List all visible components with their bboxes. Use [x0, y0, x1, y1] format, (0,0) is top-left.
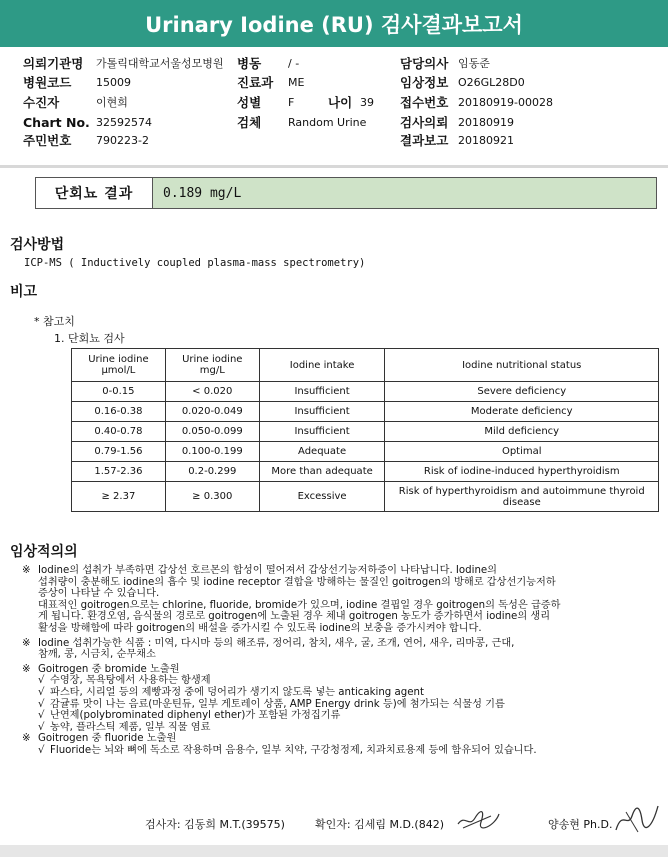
list-item: √ 수영장, 목욕탕에서 사용하는 항생제 — [22, 675, 662, 687]
institution-label: 의뢰기관명 — [23, 56, 84, 71]
examinee-value: 이현희 — [96, 96, 128, 109]
receipt-no-value: 20180919-00028 — [458, 96, 553, 109]
table-cell: < 0.020 — [165, 382, 259, 402]
chart-no-label: Chart No. — [23, 115, 90, 130]
table-cell: Severe deficiency — [385, 382, 659, 402]
resident-no-label: 주민번호 — [23, 133, 72, 148]
reference-subtitle: 1. 단회뇨 검사 — [54, 332, 125, 345]
director-signature-mark — [612, 800, 662, 836]
table-cell: Insufficient — [259, 382, 385, 402]
request-date-value: 20180919 — [458, 116, 514, 129]
table-cell: Adequate — [259, 442, 385, 462]
examinee-label: 수진자 — [23, 95, 60, 110]
table-cell: ≥ 0.300 — [165, 482, 259, 512]
table-cell: 0.79-1.56 — [72, 442, 166, 462]
report-date-label: 결과보고 — [400, 133, 449, 148]
note-mark-icon: ※ — [22, 663, 31, 675]
table-cell: 0.100-0.199 — [165, 442, 259, 462]
doctor-value: 임동준 — [458, 57, 490, 70]
table-cell: 0.2-0.299 — [165, 462, 259, 482]
table-cell: Risk of iodine-induced hyperthyroidism — [385, 462, 659, 482]
interpretation-paragraph: ※ Iodine 섭취가능한 식품 : 미역, 다시마 등의 해조류, 정어리, 참치, 새우, 굴, 조개, 연어, 새우, 리마콩, 근대, 참깨, 콩, 시금치, 순무채소 — [22, 637, 515, 661]
table-cell: Optimal — [385, 442, 659, 462]
check-icon: √ — [38, 698, 45, 710]
table-row — [72, 442, 659, 462]
list-item: √ 농약, 플라스틱 제품, 일부 직물 염료 — [22, 722, 662, 734]
header-umol: Urine iodine μmol/L — [72, 349, 166, 382]
reference-table — [71, 348, 659, 512]
table-header-row — [72, 349, 659, 382]
sex-label: 성별 — [237, 95, 262, 110]
ward-label: 병동 — [237, 56, 262, 71]
table-cell: Insufficient — [259, 402, 385, 422]
request-date-label: 검사의뢰 — [400, 115, 449, 130]
table-row — [72, 402, 659, 422]
table-cell: Mild deficiency — [385, 422, 659, 442]
tester-signature: 검사자: 김동희 M.T.(39575) — [145, 818, 285, 831]
list-item: √ 난연제(polybrominated diphenyl ether)가 포함된 가정집기류 — [22, 710, 662, 722]
result-label: 단회뇨 결과 — [36, 178, 153, 208]
specimen-label: 검체 — [237, 115, 262, 130]
table-cell: Excessive — [259, 482, 385, 512]
check-icon: √ — [38, 721, 45, 733]
table-cell: 0.020-0.049 — [165, 402, 259, 422]
header-status: Iodine nutritional status — [385, 349, 659, 382]
report-title: Urinary Iodine (RU) 검사결과보고서 — [145, 12, 523, 37]
clinical-info-value: O26GL28D0 — [458, 76, 525, 89]
method-heading: 검사방법 — [10, 237, 65, 253]
table-cell: More than adequate — [259, 462, 385, 482]
fluoride-sources-title: ※ Goitrogen 중 fluoride 노출원 — [22, 733, 177, 745]
table-cell: Insufficient — [259, 422, 385, 442]
interpretation-paragraph: ※ Iodine의 섭취가 부족하면 갑상선 호르몬의 합성이 떨어져서 갑상선기능저하증이 나타납니다. Iodine의 섭취량이 충분해도 iodine의 흡수 및 iodine receptor 결합을 방해하는 물질인 goitrogen의 방해로 갑상선기능저하 증상이 나타날 수 있습니다. 대표적인 goitrogen으로는 chlorine, fluoride, bromide가 있으며, iodine 결핍일 경우 goitrogen의 독성은 급증하 게 됩니다. 환경오염, 음식물의 경로로 goitrogen에 노출된 경우 체내 goitrogen 농도가 증가하면서 iodine의 생리 활성을 방해함에 따라 goitrogen의 배설을 증가시킬 수 있도록 iodine의 보충을 증가시켜야 합니다. — [22, 565, 561, 634]
interpretation-text — [22, 565, 662, 757]
table-cell: Risk of hyperthyroidism and autoimmune thyroid disease — [385, 482, 659, 512]
table-row — [72, 462, 659, 482]
check-icon: √ — [38, 686, 45, 698]
doctor-label: 담당의사 — [400, 56, 449, 71]
table-cell: 0.16-0.38 — [72, 402, 166, 422]
table-cell: 0-0.15 — [72, 382, 166, 402]
list-item: √ Fluoride는 뇌와 뼈에 독소로 작용하며 음용수, 일부 치약, 구강청정제, 치과치료용제 등에 함유되어 있습니다. — [22, 745, 662, 757]
director-signature: 양송현 Ph.D. — [548, 818, 613, 831]
list-item: √ 파스타, 시리얼 등의 제빵과정 중에 덩어리가 생기지 않도록 넣는 anticaking agent — [22, 687, 662, 699]
receipt-no-label: 접수번호 — [400, 95, 449, 110]
result-value: 0.189 mg/L — [153, 178, 656, 208]
list-item: √ 감귤류 맛이 나는 음료(마운틴듀, 일부 게토레이 상품, AMP Energy drink 등)에 첨가되는 식물성 기름 — [22, 699, 662, 711]
bromide-sources-title: ※ Goitrogen 중 bromide 노출원 — [22, 663, 180, 675]
clinical-info-label: 임상정보 — [400, 75, 449, 90]
resident-no-value: 790223-2 — [96, 134, 149, 147]
department-value: ME — [288, 76, 305, 89]
table-cell: Moderate deficiency — [385, 402, 659, 422]
table-cell: 0.050-0.099 — [165, 422, 259, 442]
ward-value: / - — [288, 57, 300, 70]
interpretation-heading: 임상적의의 — [10, 544, 78, 560]
header-mgl: Urine iodine mg/L — [165, 349, 259, 382]
patient-info-section — [0, 50, 668, 162]
age-value: 39 — [360, 96, 374, 109]
note-mark-icon: ※ — [22, 733, 31, 745]
check-icon: √ — [38, 710, 45, 722]
footer-bar — [0, 845, 668, 857]
section-divider — [0, 165, 668, 168]
institution-value: 가톨릭대학교서울성모병원 — [96, 57, 224, 70]
table-row — [72, 482, 659, 512]
sex-value: F — [288, 96, 295, 109]
report-title-bar — [0, 0, 668, 47]
note-mark-icon: ※ — [22, 637, 31, 649]
department-label: 진료과 — [237, 75, 274, 90]
header-intake: Iodine intake — [259, 349, 385, 382]
table-row — [72, 382, 659, 402]
method-text: ICP-MS ( Inductively coupled plasma-mass spectrometry) — [24, 257, 366, 269]
report-date-value: 20180921 — [458, 134, 514, 147]
confirmer-signature-mark — [455, 806, 501, 832]
table-row — [72, 422, 659, 442]
table-cell: ≥ 2.37 — [72, 482, 166, 512]
hospital-code-value: 15009 — [96, 76, 131, 89]
note-mark-icon: ※ — [22, 565, 31, 576]
confirmer-signature: 확인자: 김세림 M.D.(842) — [315, 818, 444, 831]
table-cell: 0.40-0.78 — [72, 422, 166, 442]
age-label: 나이 — [328, 95, 353, 110]
check-icon: √ — [38, 744, 45, 756]
remarks-heading: 비고 — [10, 284, 38, 300]
specimen-value: Random Urine — [288, 116, 367, 129]
check-icon: √ — [38, 675, 45, 687]
table-cell: 1.57-2.36 — [72, 462, 166, 482]
hospital-code-label: 병원코드 — [23, 75, 72, 90]
reference-title: * 참고치 — [34, 315, 75, 328]
result-box — [35, 177, 657, 209]
chart-no-value: 32592574 — [96, 116, 152, 129]
